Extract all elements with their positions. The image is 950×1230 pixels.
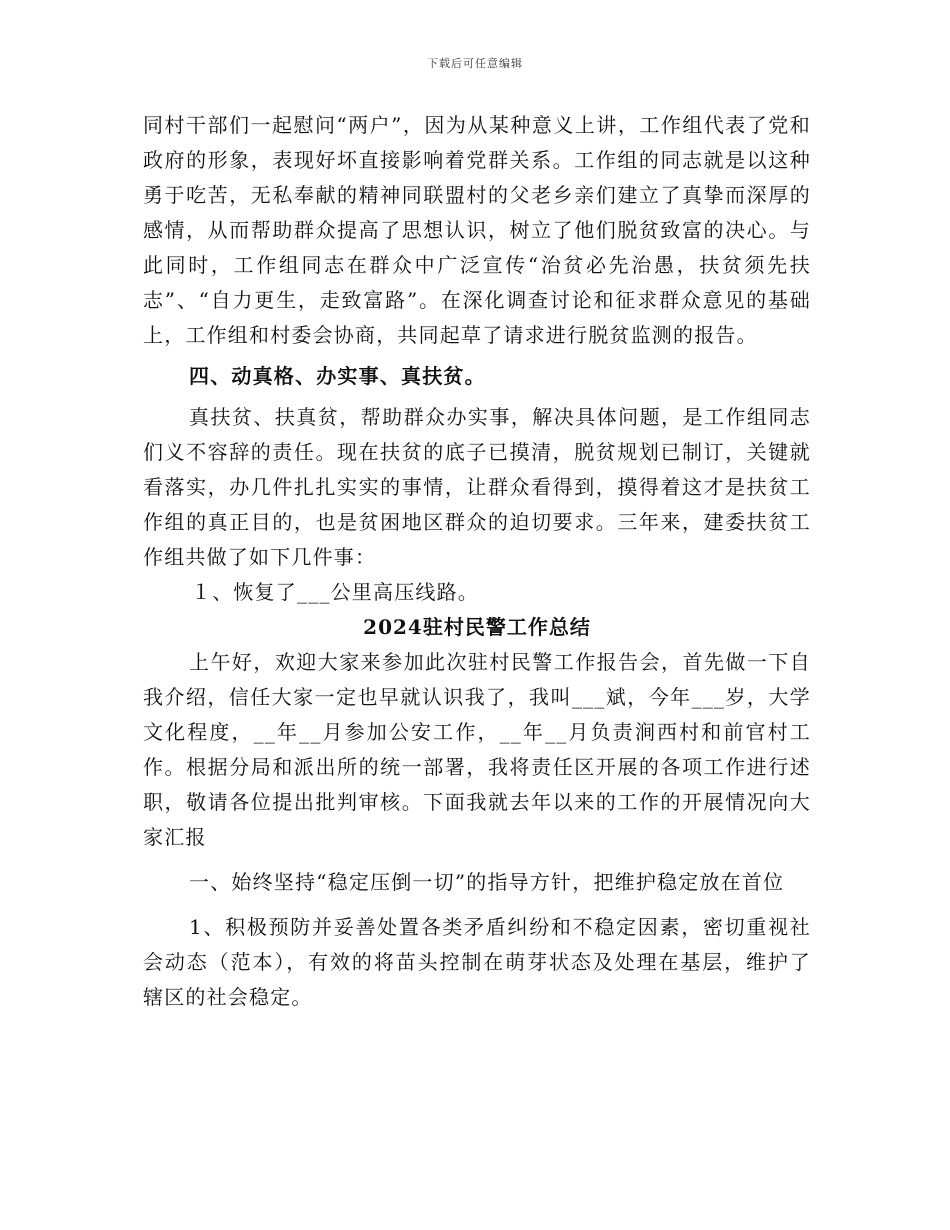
page-header: 下载后可任意编辑 [427,57,523,70]
paragraph-visit-households: 同村干部们一起慰问“两户”，因为从某种意义上讲，工作组代表了党和政府的形象，表现好坏直接影响着党群关系。工作组的同志就是以这种勇于吃苦，无私奉献的精神同联盟村的父老乡亲们建立了真挚而深厚的感情，从而帮助群众提高了思想认识，树立了他们脱贫致富的决心。与此同时，工作组同志在群众中广泛宣传“治贫必先治愚，扶贫须先扶志”、“自力更生，走致富路”。在深化调查讨论和征求群众意见的基础上，工作组和村委会协商，共同起草了请求进行脱贫监测的报告。 [143,113,811,347]
section-heading-one: 一、始终坚持“稳定压倒一切”的指导方针，把维护稳定放在首位 [189,870,785,894]
paragraph-self-introduction: 上午好，欢迎大家来参加此次驻村民警工作报告会，首先做一下自我介绍，信任大家一定也早就认识我了，我叫___斌，今年___岁，大学文化程度，__年__月参加公安工作，__年__月负责涧西村和前官村工作。根据分局和派出所的统一部署，我将责任区开展的各项工作进行述职，敬请各位提出批判审核。下面我就去年以来的工作的开展情况向大家汇报 [143,650,811,849]
section-heading-four: 四、动真格、办实事、真扶贫。 [189,364,486,388]
paragraph-real-poverty-relief: 真扶贫、扶真贫，帮助群众办实事，解决具体问题，是工作组同志们义不容辞的责任。现在扶贫的底子已摸清，脱贫规划已制订，关键就看落实，办几件扎扎实实的事情，让群众看得到，摸得着这才是扶贫工作组的真正目的，也是贫困地区群众的迫切要求。三年来，建委扶贫工作组共做了如下几件事： [143,405,811,569]
list-item-dispute-prevention: 1、积极预防并妥善处置各类矛盾纠纷和不稳定因素，密切重视社会动态（范本），有效的将苗头控制在萌芽状态及处理在基层，维护了辖区的社会稳定。 [143,915,811,1009]
list-item-power-line: １、恢复了___公里高压线路。 [191,580,479,604]
document-title: 2024驻村民警工作总结 [363,615,591,639]
document-body [143,108,811,1015]
